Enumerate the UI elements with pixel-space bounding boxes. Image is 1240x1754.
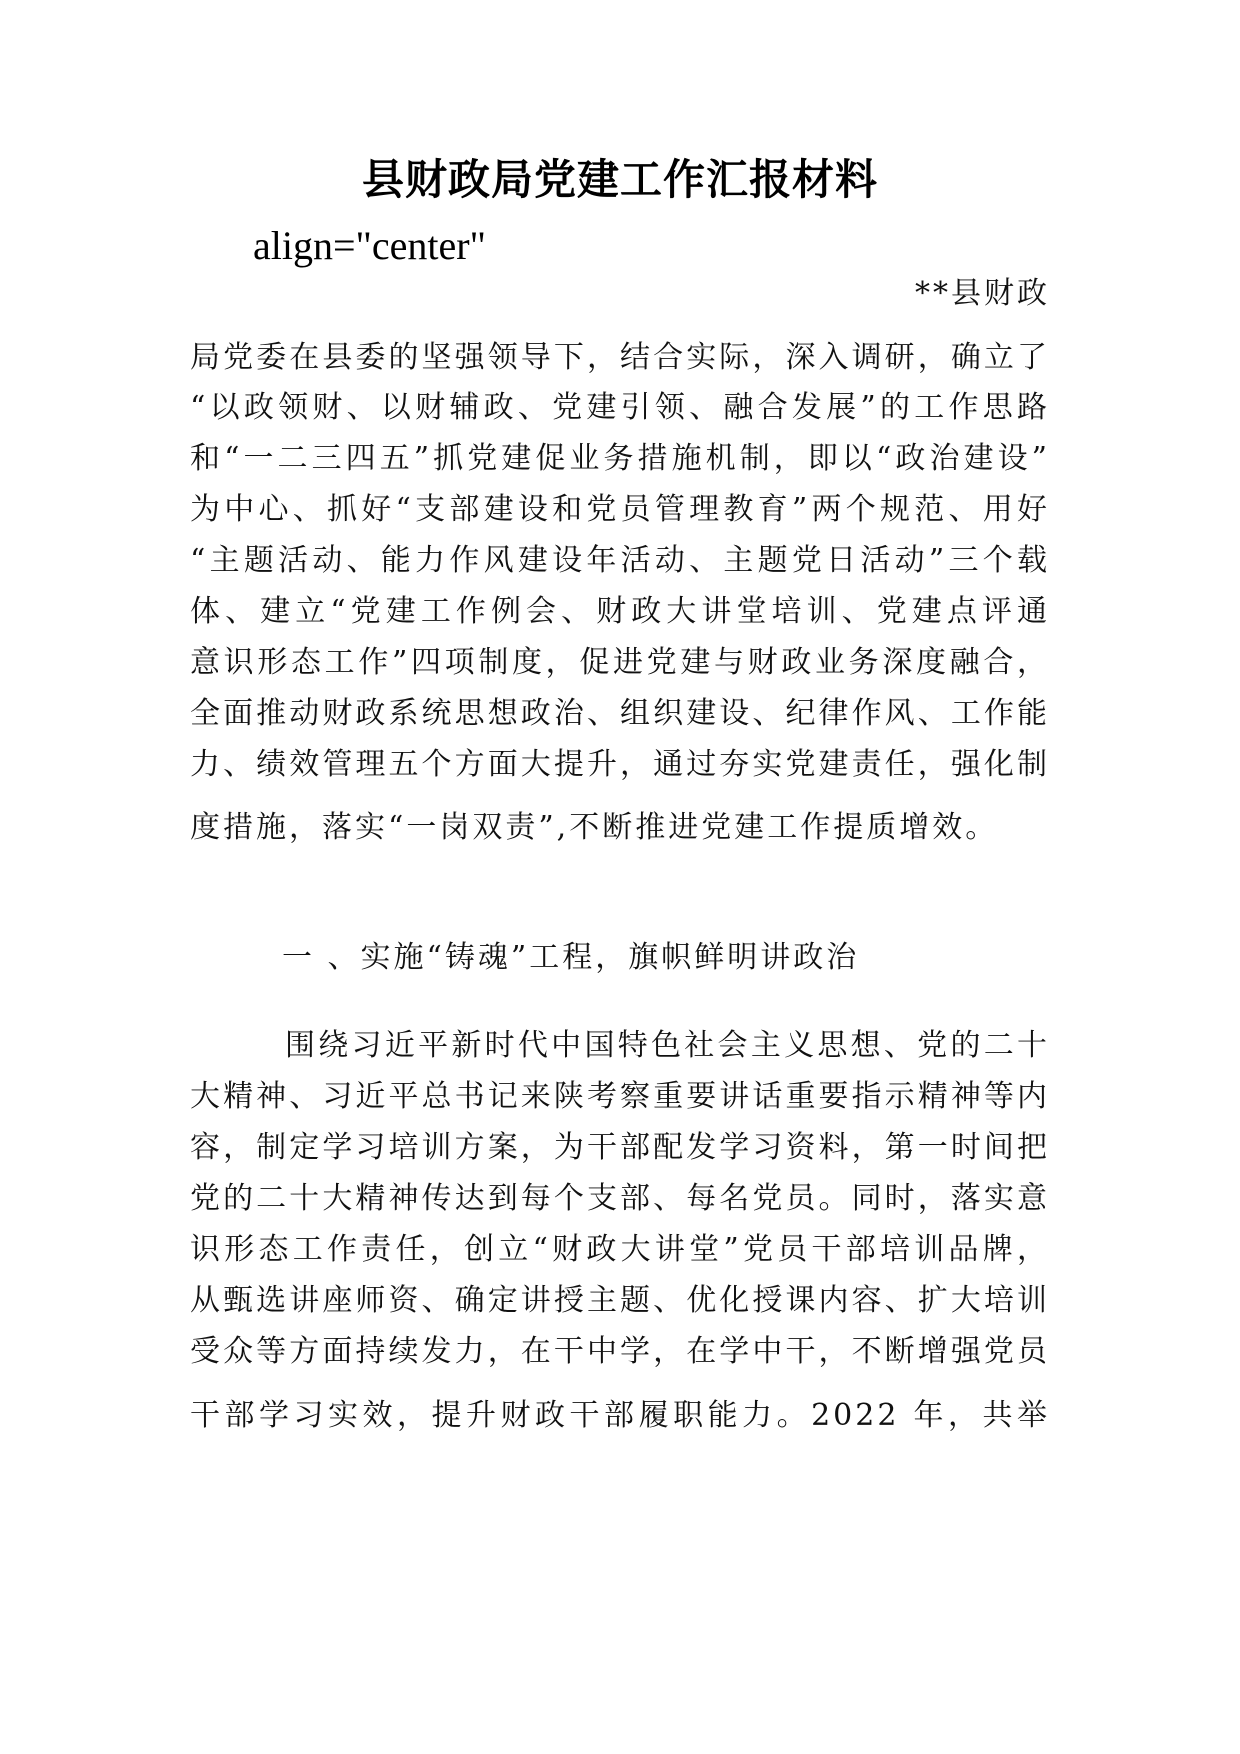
intro-line: “主题活动、能力作风建设年活动、主题党日活动”三个载 — [190, 543, 1050, 578]
intro-line: 为中心、抓好“支部建设和党员管理教育”两个规范、用好 — [190, 492, 1050, 527]
section1-line: 从甄选讲座师资、确定讲授主题、优化授课内容、扩大培训 — [190, 1283, 1050, 1318]
intro-line: 力、绩效管理五个方面大提升，通过夯实党建责任，强化制 — [190, 747, 1050, 782]
document-title: 县财政局党建工作汇报材料 — [361, 155, 878, 204]
section1-line: 大精神、习近平总书记来陕考察重要讲话重要指示精神等内 — [190, 1079, 1050, 1114]
intro-line: “以政领财、以财辅政、党建引领、融合发展”的工作思路 — [190, 390, 1050, 425]
intro-line: 意识形态工作”四项制度，促进党建与财政业务深度融合， — [190, 645, 1050, 680]
intro-line: 和“一二三四五”抓党建促业务措施机制，即以“政治建设” — [190, 441, 1050, 476]
section1-line: 党的二十大精神传达到每个支部、每名党员。同时，落实意 — [190, 1181, 1050, 1216]
section-heading: 一 、实施“铸魂”工程，旗帜鲜明讲政治 — [282, 940, 860, 975]
stray-markup-text: align="center" — [253, 223, 486, 268]
section1-line: 容，制定学习培训方案，为干部配发学习资料，第一时间把 — [190, 1130, 1050, 1165]
intro-line: 局党委在县委的坚强领导下，结合实际，深入调研，确立了 — [190, 340, 1050, 375]
intro-line: 度措施，落实“一岗双责”,不断推进党建工作提质增效。 — [190, 810, 999, 845]
section1-line: 识形态工作责任，创立“财政大讲堂”党员干部培训品牌， — [190, 1232, 1050, 1267]
section1-line: 受众等方面持续发力，在干中学，在学中干，不断增强党员 — [190, 1334, 1050, 1369]
intro-line: **县财政 — [915, 276, 1050, 311]
section1-line: 围绕习近平新时代中国特色社会主义思想、党的二十 — [285, 1028, 1050, 1063]
section1-line: 干部学习实效，提升财政干部履职能力。2022 年，共举 — [190, 1398, 1050, 1433]
intro-line: 全面推动财政系统思想政治、组织建设、纪律作风、工作能 — [190, 696, 1050, 731]
intro-line: 体、建立“党建工作例会、财政大讲堂培训、党建点评通 — [190, 594, 1050, 629]
